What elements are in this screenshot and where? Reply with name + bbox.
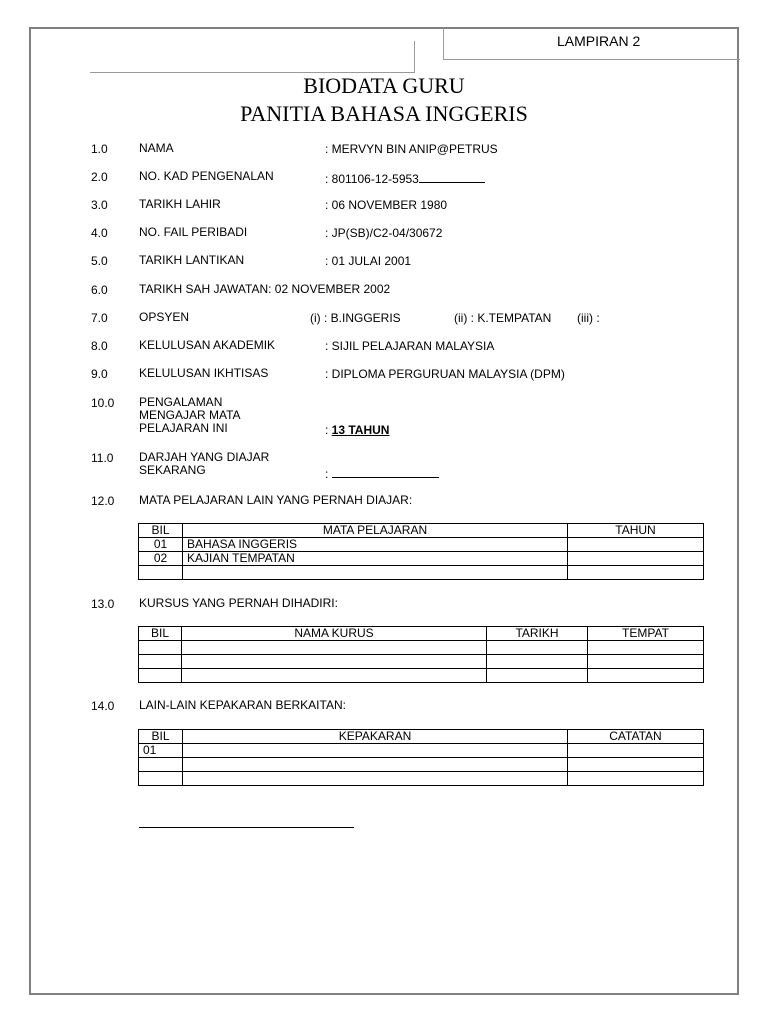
table-row <box>139 758 704 772</box>
field-number: 11.0 <box>91 451 114 465</box>
table-row <box>139 655 704 669</box>
table-header-cell: TEMPAT <box>588 627 704 641</box>
table-cell <box>487 655 588 669</box>
table-cell <box>568 538 704 552</box>
field-number: 3.0 <box>91 198 108 212</box>
field-label: KELULUSAN AKADEMIK <box>139 338 276 352</box>
table-cell <box>182 669 487 683</box>
opsyen-option-2: (ii) : K.TEMPATAN <box>454 311 552 325</box>
section-heading: KURSUS YANG PERNAH DIHADIRI: <box>139 596 338 610</box>
field-number: 13.0 <box>91 597 115 611</box>
field-value: : MERVYN BIN ANIP@PETRUS <box>325 142 498 156</box>
table-cell <box>183 566 568 580</box>
table-header-cell: KEPAKARAN <box>183 730 568 744</box>
table-row <box>139 552 704 566</box>
field-number: 9.0 <box>91 367 108 381</box>
signature-line <box>139 827 354 828</box>
table-cell <box>487 669 588 683</box>
table-row <box>139 641 704 655</box>
table-row <box>139 744 704 758</box>
field-value-wrap <box>325 423 389 437</box>
field-value: : 801106-12-5953 <box>325 172 419 186</box>
table-cell <box>139 669 182 683</box>
table-cell <box>568 772 704 786</box>
table-cell <box>139 641 182 655</box>
field-value: : <box>325 467 332 481</box>
table-cell: BAHASA INGGERIS <box>183 538 568 552</box>
table-cell: 01 <box>139 538 183 552</box>
table-cell: 02 <box>139 552 183 566</box>
subjects-table <box>138 523 704 580</box>
field-value: : DIPLOMA PERGURUAN MALAYSIA (DPM) <box>325 367 565 381</box>
table-cell <box>568 744 704 758</box>
field-label-line: DARJAH YANG DIAJAR <box>139 450 270 464</box>
field-value-wrap <box>325 170 485 186</box>
field-label: KELULUSAN IKHTISAS <box>139 366 269 380</box>
field-number: 7.0 <box>91 311 108 325</box>
table-cell <box>182 655 487 669</box>
page-title: BIODATA GURU <box>303 73 465 98</box>
table-header-row <box>139 524 704 538</box>
field-label-line: PENGALAMAN <box>139 395 223 409</box>
field-label: TARIKH LAHIR <box>139 197 221 211</box>
field-number: 5.0 <box>91 254 108 268</box>
blank-line <box>419 170 485 183</box>
table-cell <box>183 744 568 758</box>
page-subtitle: PANITIA BAHASA INGGERIS <box>240 101 528 126</box>
blank-line <box>332 465 439 478</box>
table-cell <box>139 566 183 580</box>
table-header-cell: CATATAN <box>568 730 704 744</box>
table-cell <box>588 641 704 655</box>
field-number: 12.0 <box>91 494 115 508</box>
expertise-table <box>138 729 704 786</box>
field-value: : 06 NOVEMBER 1980 <box>325 198 448 212</box>
table-header-cell: NAMA KURUS <box>182 627 487 641</box>
lampiran-label: LAMPIRAN 2 <box>557 33 641 49</box>
field-number: 14.0 <box>91 699 115 713</box>
table-cell <box>139 758 183 772</box>
table-header-cell: TAHUN <box>568 524 704 538</box>
field-label-line: PELAJARAN INI <box>139 421 228 435</box>
field-value: 13 TAHUN <box>331 423 390 437</box>
field-colon: : <box>325 423 332 437</box>
table-header-cell: TARIKH <box>487 627 588 641</box>
table-cell <box>588 655 704 669</box>
field-number: 4.0 <box>91 226 108 240</box>
table-header-cell: BIL <box>139 524 183 538</box>
field-label: OPSYEN <box>139 310 190 324</box>
table-cell <box>568 758 704 772</box>
table-cell <box>139 655 182 669</box>
field-value: : JP(SB)/C2-04/30672 <box>325 226 443 240</box>
table-cell <box>183 758 568 772</box>
table-cell <box>182 641 487 655</box>
table-header-cell: MATA PELAJARAN <box>183 524 568 538</box>
field-number: 2.0 <box>91 170 108 184</box>
field-label: NO. KAD PENGENALAN <box>139 169 274 183</box>
table-cell <box>588 669 704 683</box>
table-row <box>139 669 704 683</box>
table-cell <box>568 566 704 580</box>
section-heading: LAIN-LAIN KEPAKARAN BERKAITAN: <box>139 698 346 712</box>
field-number: 6.0 <box>91 283 108 297</box>
field-label: TARIKH SAH JAWATAN: 02 NOVEMBER 2002 <box>139 282 391 296</box>
table-cell: KAJIAN TEMPATAN <box>183 552 568 566</box>
field-label: TARIKH LANTIKAN <box>139 253 245 267</box>
table-header-cell: BIL <box>139 730 183 744</box>
table-row <box>139 772 704 786</box>
opsyen-option-1: (i) : B.INGGERIS <box>310 311 401 325</box>
field-value: : SIJIL PELAJARAN MALAYSIA <box>325 339 495 353</box>
section-heading: MATA PELAJARAN LAIN YANG PERNAH DIAJAR: <box>139 493 413 507</box>
field-number: 8.0 <box>91 339 108 353</box>
field-number: 10.0 <box>91 396 115 410</box>
table-row <box>139 538 704 552</box>
table-cell <box>183 772 568 786</box>
field-value-wrap <box>325 465 439 481</box>
opsyen-option-3: (iii) : <box>577 311 600 325</box>
field-label-line: MENGAJAR MATA <box>139 408 241 422</box>
header-divider-vertical <box>414 41 415 73</box>
table-cell <box>139 772 183 786</box>
field-label: NO. FAIL PERIBADI <box>139 225 248 239</box>
field-value: : 01 JULAI 2001 <box>325 254 412 268</box>
table-cell: 01 <box>139 744 183 758</box>
courses-table <box>138 626 704 683</box>
field-label-line: SEKARANG <box>139 463 206 477</box>
table-row <box>139 566 704 580</box>
field-number: 1.0 <box>91 142 108 156</box>
table-header-row <box>139 730 704 744</box>
table-header-row <box>139 627 704 641</box>
table-cell <box>568 552 704 566</box>
table-header-cell: BIL <box>139 627 182 641</box>
table-cell <box>487 641 588 655</box>
field-label: NAMA <box>139 141 174 155</box>
